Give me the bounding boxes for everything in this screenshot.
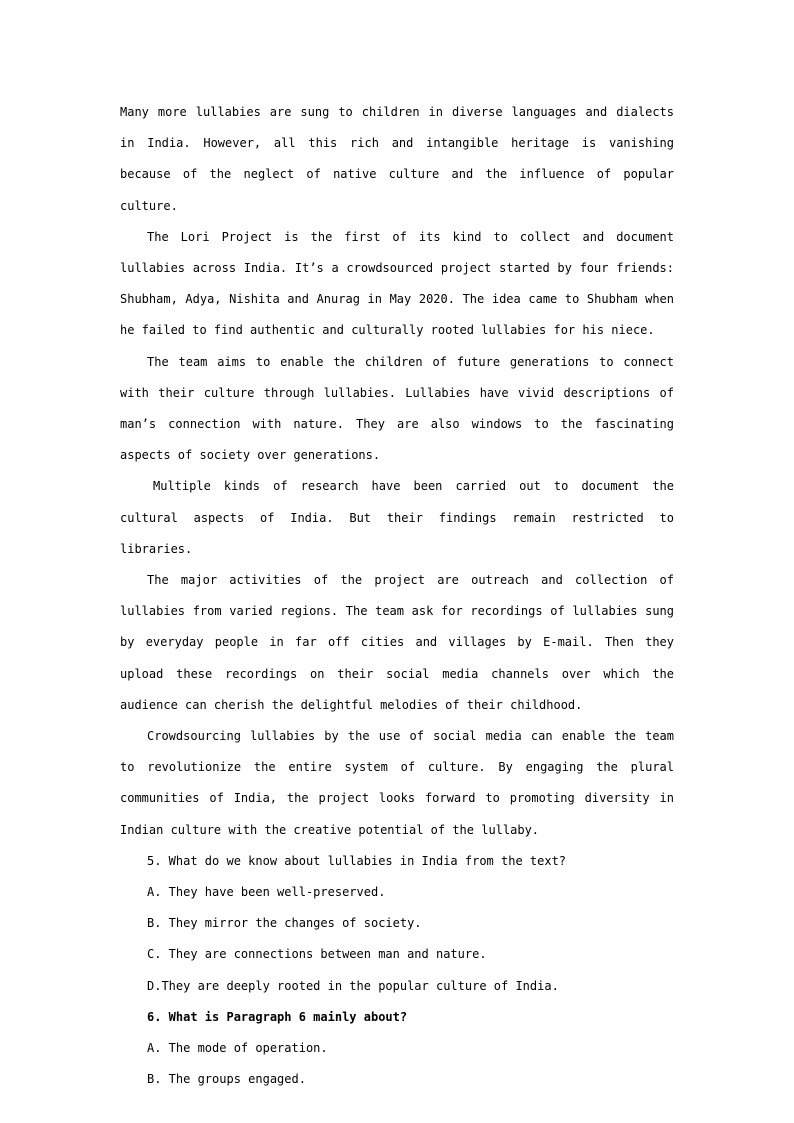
- question-5-stem: 5. What do we know about lullabies in India from the text?: [147, 853, 567, 868]
- paragraph-5: The major activities of the project are outreach and collection of lullabies from varied regions. The team ask for recordings of lullabies sung by everyday people in far off cities and villages by E-mail. Then they upload these recordings on their social media channels over which the audience can cherish the delightful melodies of their childhood.: [120, 573, 674, 712]
- paragraph-2: The Lori Project is the first of its kind to collect and document lullabies across India. It’s a crowdsourced project started by four friends: Shubham, Adya, Nishita and Anurag in May 2020. The idea came to Shubham when he failed to find authentic and culturally rooted lullabies for his niece.: [120, 229, 674, 338]
- question-6-stem: 6. What is Paragraph 6 mainly about?: [147, 1009, 408, 1024]
- question-6-option-a: A. The mode of operation.: [147, 1041, 328, 1056]
- question-5-option-c: C. They are connections between man and nature.: [147, 947, 487, 962]
- paragraph-6: Crowdsourcing lullabies by the use of social media can enable the team to revolutionize the entire system of culture. By engaging the plural communities of India, the project looks forward to promoting diversity in Indian culture with the creative potential of the lullaby.: [120, 729, 674, 837]
- question-5-option-b: B. They mirror the changes of society.: [147, 916, 422, 931]
- question-5-option-a: A. They have been well-preserved.: [147, 885, 386, 900]
- document-page: [120, 97, 674, 1096]
- paragraph-4: Multiple kinds of research have been carried out to document the cultural aspects of India. But their findings remain restricted to libraries.: [120, 479, 674, 556]
- question-5-option-d: D.They are deeply rooted in the popular culture of India.: [147, 978, 559, 993]
- paragraph-1: Many more lullabies are sung to children in diverse languages and dialects in India. However, all this rich and intangible heritage is vanishing because of the neglect of native culture and the influence of popular culture.: [120, 105, 674, 213]
- question-6-option-b: B. The groups engaged.: [147, 1072, 306, 1087]
- paragraph-3: The team aims to enable the children of future generations to connect with their culture through lullabies. Lullabies have vivid descriptions of man’s connection with nature. They are also windows to the fascinating aspects of society over generations.: [120, 354, 674, 463]
